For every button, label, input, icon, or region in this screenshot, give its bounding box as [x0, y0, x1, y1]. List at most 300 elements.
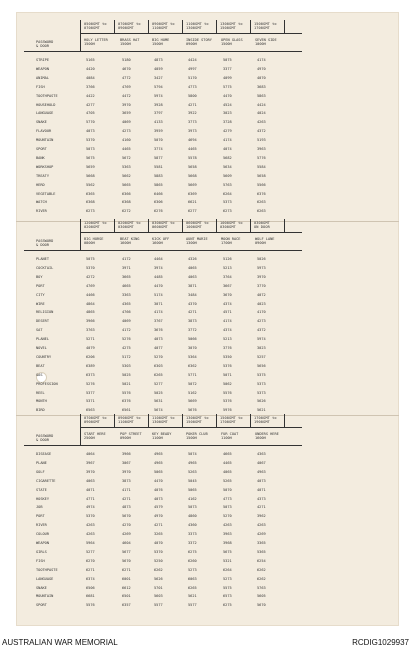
table-cell: 3963 [223, 532, 232, 537]
time-range-header: 1500GMT to 1700GMT [220, 416, 243, 425]
table-cell: 4997 [188, 66, 197, 71]
time-range-header: 1100GMT to 1300GMT [186, 22, 209, 31]
table-cell: 5770 [86, 120, 95, 125]
table-cell: 4067 [257, 460, 266, 465]
row-label: FLAVOUR [36, 129, 52, 134]
table-cell: 4174 [223, 138, 232, 143]
table-cell: 6389 [86, 363, 95, 368]
table-cell: 4071 [257, 487, 266, 492]
table-cell: 5763 [257, 585, 266, 590]
row-label: SNAKE [36, 120, 47, 125]
row-label: BIRD [36, 408, 45, 413]
table-cell: 5370 [86, 514, 95, 519]
table-cell: 6273 [86, 209, 95, 214]
password-column-header: BIG HORSE 0800H [84, 237, 104, 246]
time-range-header: 0600GMT to 1000GMT [186, 221, 209, 230]
table-cell: 5575 [223, 585, 232, 590]
password-column-header: BIG HOME 1500H [152, 38, 170, 47]
time-range-header: 0900GMT to 1100GMT [118, 416, 141, 425]
row-label: MOUNTAIN [36, 138, 54, 143]
table-cell: 5682 [223, 155, 232, 160]
table-cell: 5763 [223, 182, 232, 187]
table-cell: 4372 [257, 129, 266, 134]
table-cell: 4023 [257, 301, 266, 306]
table-cell: 4472 [122, 93, 131, 98]
table-cell: 6270 [86, 558, 95, 563]
table-cell: 6506 [86, 585, 95, 590]
table-cell: 4170 [257, 310, 266, 315]
table-cell: 5973 [257, 265, 266, 270]
table-cell: 3373 [188, 532, 197, 537]
table-cell: 3873 [122, 478, 131, 483]
table-cell: 5631 [154, 399, 163, 404]
table-cell: 5672 [122, 155, 131, 160]
table-cell: 6376 [122, 399, 131, 404]
table-cell: 5072 [188, 381, 197, 386]
password-column-header: HOLY LETTER 1500H [84, 38, 108, 47]
table-cell: 4271 [188, 310, 197, 315]
table-cell: 5170 [188, 75, 197, 80]
table-cell: 5045 [188, 478, 197, 483]
table-cell: 5303 [122, 363, 131, 368]
table-cell: 3968 [223, 541, 232, 545]
table-cell: 5576 [86, 603, 95, 608]
row-label: VEGETABLE [36, 191, 56, 196]
column-rule [182, 219, 183, 232]
table-cell: 4860 [188, 514, 197, 519]
table-cell: 5376 [223, 399, 232, 404]
table-cell: 4604 [122, 541, 131, 545]
table-cell: 4974 [86, 505, 95, 510]
table-cell: 4465 [223, 460, 232, 465]
table-cell: 4277 [86, 102, 95, 107]
table-cell: 3365 [257, 541, 266, 545]
time-range-header: 1200GMT to 0200GMT [84, 221, 107, 230]
table-cell: 5974 [154, 93, 163, 98]
table-cell: 5578 [188, 155, 197, 160]
table-cell: 6561 [122, 408, 131, 413]
table-cell: 5070 [154, 138, 163, 143]
table-cell: 3966 [86, 319, 95, 324]
row-label: TOOTHPASTE [36, 93, 58, 98]
password-column-header: UNDERS HERE 1600H [255, 432, 279, 441]
row-label: SNAKE [36, 585, 47, 590]
table-cell: 5162 [188, 390, 197, 395]
row-label: WIRE [36, 301, 45, 306]
table-cell: 4064 [86, 452, 95, 456]
table-cell: 4172 [122, 328, 131, 333]
time-range-header: 0900GMT to 1100GMT [152, 22, 175, 31]
table-cell: 5626 [257, 399, 266, 404]
table-cell: 5373 [257, 381, 266, 386]
table-cell: 4773 [223, 496, 232, 501]
row-label: WORKSHOP [36, 164, 54, 169]
table-cell: 6275 [223, 603, 232, 608]
row-label: TREATY [36, 173, 49, 178]
row-label: CIGARETTE [36, 478, 56, 483]
column-rule [284, 20, 285, 33]
table-cell: 5658 [188, 164, 197, 169]
table-cell: 4272 [86, 274, 95, 279]
table-cell: 5669 [188, 182, 197, 187]
header-rule [80, 427, 302, 428]
table-cell: 4063 [188, 274, 197, 279]
row-label: RIVER [36, 209, 47, 214]
table-cell: 5800 [188, 93, 197, 98]
table-cell: 4079 [86, 346, 95, 350]
table-cell: 5263 [188, 469, 197, 474]
table-cell: 5370 [86, 265, 95, 270]
column-rule [250, 414, 251, 427]
table-cell: 4263 [257, 523, 266, 528]
table-cell: 5668 [188, 173, 197, 178]
time-range-header: 0300GMT ON DOOR [254, 221, 270, 230]
table-cell: 4263 [257, 120, 266, 125]
table-cell: 5776 [257, 155, 266, 160]
row-label: MONTH [36, 399, 47, 404]
table-cell: 4485 [154, 274, 163, 279]
row-label: PLANEL [36, 337, 49, 342]
table-cell: 4766 [122, 310, 131, 315]
time-range-header: 1300GMT to 1500GMT [186, 416, 209, 425]
table-cell: 3683 [257, 84, 266, 89]
table-cell: 5373 [257, 390, 266, 395]
column-rule [250, 20, 251, 33]
table-cell: 6366 [122, 191, 131, 196]
table-cell: 5213 [223, 265, 232, 270]
table-cell: 3776 [223, 346, 232, 350]
table-cell: 5609 [223, 173, 232, 178]
table-cell: 4670 [122, 66, 131, 71]
table-cell: 4073 [86, 129, 95, 134]
row-label: GIRLS [36, 549, 47, 554]
table-cell: 5670 [122, 558, 131, 563]
table-cell: 5065 [188, 487, 197, 492]
table-cell: 5363 [122, 164, 131, 169]
header-rule [24, 51, 302, 52]
footer-archive-name: AUSTRALIAN WAR MEMORIAL [2, 638, 118, 647]
time-range-header: 1700GMT to 1900GMT [254, 416, 277, 425]
table-cell: 4326 [188, 257, 197, 261]
table-cell: 5976 [223, 408, 232, 413]
column-rule [182, 20, 183, 33]
table-cell: 4065 [188, 265, 197, 270]
table-cell: 6306 [154, 200, 163, 205]
table-cell: 4772 [122, 75, 131, 80]
table-cell: 5370 [154, 549, 163, 554]
table-cell: 4865 [86, 310, 95, 315]
table-cell: 3023 [223, 111, 232, 116]
table-cell: 4470 [223, 93, 232, 98]
table-cell: 5026 [257, 257, 266, 261]
row-label: TOOTHPASTE [36, 567, 58, 572]
table-cell: 4160 [122, 138, 131, 143]
password-column-header: AUNT MARIE 1300H [186, 237, 208, 246]
table-cell: 6368 [86, 200, 95, 205]
column-rule [80, 20, 81, 51]
table-cell: 6262 [154, 567, 163, 572]
table-cell: 6277 [188, 209, 197, 214]
table-cell: 4665 [122, 283, 131, 288]
row-label: DISEASE [36, 452, 52, 456]
table-cell: 3922 [188, 111, 197, 116]
row-label: REEL [36, 390, 45, 395]
row-label: SAT [36, 328, 43, 333]
table-cell: 5270 [223, 514, 232, 519]
table-cell: 5577 [154, 603, 163, 608]
table-cell: 6265 [188, 585, 197, 590]
table-cell: 4077 [154, 346, 163, 350]
time-range-header: 0500GMT to 0700GMT [84, 22, 107, 31]
table-cell: 4970 [154, 514, 163, 519]
table-cell: 5603 [154, 594, 163, 599]
table-cell: 3871 [188, 283, 197, 288]
table-cell: 3670 [223, 292, 232, 297]
table-cell: 4174 [223, 319, 232, 324]
table-cell: 4370 [188, 301, 197, 306]
table-cell: 6573 [223, 594, 232, 599]
table-cell: 5605 [257, 594, 266, 599]
table-cell: 4372 [257, 328, 266, 333]
table-cell: 5662 [122, 173, 131, 178]
table-cell: 4424 [188, 58, 197, 62]
table-cell: 3772 [188, 328, 197, 333]
table-cell: 4769 [122, 84, 131, 89]
table-cell: 3967 [86, 460, 95, 465]
table-cell: 5193 [257, 138, 266, 143]
table-cell: 4524 [223, 102, 232, 107]
table-cell: 4873 [154, 58, 163, 62]
table-cell: 4174 [257, 58, 266, 62]
password-column-header: BEAT KING 1600H [120, 237, 140, 246]
table-cell: 5073 [86, 147, 95, 151]
table-cell: 4172 [122, 257, 131, 261]
table-cell: 4465 [188, 147, 197, 151]
column-rule [284, 414, 285, 427]
table-cell: 5865 [154, 182, 163, 187]
table-cell: 4864 [86, 301, 95, 306]
table-cell: 3665 [122, 274, 131, 279]
table-cell: 6275 [188, 549, 197, 554]
table-cell: 5677 [122, 549, 131, 554]
table-cell: 6262 [257, 576, 266, 581]
table-cell: 3963 [257, 147, 266, 151]
table-cell: 4270 [122, 523, 131, 528]
table-cell: 3974 [154, 265, 163, 270]
table-cell: 3962 [257, 514, 266, 519]
table-cell: 5675 [223, 549, 232, 554]
table-cell: 4069 [122, 319, 131, 324]
table-cell: 5376 [223, 363, 232, 368]
table-cell: 6563 [86, 408, 95, 413]
table-cell: 4269 [257, 532, 266, 537]
table-cell: 5675 [86, 155, 95, 160]
header-rule [24, 445, 302, 446]
table-cell: 3971 [122, 265, 131, 270]
column-rule [114, 219, 115, 232]
table-cell: 5566 [257, 182, 266, 187]
row-label: CITY [36, 292, 45, 297]
table-cell: 5065 [154, 469, 163, 474]
table-cell: 5670 [257, 603, 266, 608]
column-rule [80, 219, 81, 250]
table-cell: 5670 [122, 514, 131, 519]
table-cell: 5250 [154, 558, 163, 563]
table-cell: 4271 [257, 505, 266, 510]
table-cell: 3071 [154, 301, 163, 306]
table-cell: 4263 [86, 532, 95, 537]
time-range-header: 1300GMT to 1500GMT [220, 22, 243, 31]
table-cell: 4420 [86, 66, 95, 71]
table-cell: 3770 [257, 283, 266, 288]
table-cell: 5165 [86, 58, 95, 62]
table-cell: 3764 [223, 274, 232, 279]
table-cell: 6001 [122, 576, 131, 581]
table-cell: 4074 [223, 147, 232, 151]
table-cell: 6621 [188, 200, 197, 205]
table-cell: 6365 [86, 191, 95, 196]
table-cell: 5621 [257, 408, 266, 413]
table-cell: 5863 [257, 93, 266, 98]
table-cell: 5658 [257, 173, 266, 178]
row-label: PROFESSION [36, 381, 58, 386]
table-cell: 4963 [257, 469, 266, 474]
table-cell: 4269 [122, 532, 131, 537]
table-cell: 5025 [154, 390, 163, 395]
table-cell: 4360 [188, 523, 197, 528]
row-label: ANIMAL [36, 75, 49, 80]
column-rule [114, 20, 115, 33]
table-cell: 5370 [86, 138, 95, 143]
table-cell: 5964 [86, 541, 95, 545]
row-label: NOVEL [36, 346, 47, 350]
table-cell: 4174 [154, 310, 163, 315]
row-label: JOB [36, 505, 43, 510]
password-column-header: KEY BEADY 1100H [152, 432, 172, 441]
table-cell: 6466 [154, 191, 163, 196]
row-label: GAS [36, 372, 43, 377]
table-cell: 5270 [154, 354, 163, 359]
table-cell: 4965 [154, 460, 163, 465]
table-cell: 6681 [86, 594, 95, 599]
table-cell: 5576 [223, 390, 232, 395]
table-cell: 4171 [122, 487, 131, 492]
table-cell: 3973 [188, 129, 197, 134]
table-cell: 5257 [257, 354, 266, 359]
row-label: BOY [36, 274, 43, 279]
column-rule [284, 219, 285, 232]
table-cell: 4279 [223, 129, 232, 134]
table-cell: 3970 [122, 469, 131, 474]
password-door-header: PASSWORD & DOOR [36, 40, 54, 49]
table-cell: 4965 [188, 460, 197, 465]
table-cell: 5025 [122, 372, 131, 377]
table-cell: 5213 [223, 337, 232, 342]
table-cell: 4070 [154, 541, 163, 545]
table-cell: 4373 [257, 496, 266, 501]
row-label: STATE [36, 487, 47, 492]
table-cell: 5364 [188, 354, 197, 359]
table-cell: 5062 [223, 381, 232, 386]
row-label: WATCH [36, 200, 47, 205]
table-cell: 6501 [122, 594, 131, 599]
table-cell: 5621 [188, 594, 197, 599]
table-cell: 6254 [257, 558, 266, 563]
table-cell: 5180 [122, 58, 131, 62]
table-cell: 4665 [223, 452, 232, 456]
table-cell: 5665 [122, 182, 131, 187]
row-label: SPORT [36, 147, 47, 151]
table-cell: 6271 [122, 567, 131, 572]
table-cell: 6368 [122, 200, 131, 205]
row-label: PLANET [36, 257, 49, 261]
table-cell: 3023 [257, 346, 266, 350]
header-rule [24, 250, 302, 251]
header-rule [80, 232, 302, 233]
table-cell: 6262 [257, 567, 266, 572]
row-label: PORT [36, 514, 45, 519]
table-cell: 3427 [154, 75, 163, 80]
table-cell: 4771 [86, 496, 95, 501]
table-cell: 3363 [122, 292, 131, 297]
row-label: COLOUR [36, 532, 49, 537]
column-rule [148, 219, 149, 232]
time-range-header: 1500GMT to 1700GMT [254, 22, 277, 31]
row-label: HOUSEHOLD [36, 102, 56, 107]
table-cell: 5075 [223, 58, 232, 62]
table-cell: 6264 [223, 567, 232, 572]
table-cell: 4769 [86, 283, 95, 288]
password-column-header: POKER CLUB 1500H [186, 432, 208, 441]
table-cell: 4273 [122, 129, 131, 134]
table-cell: 3265 [154, 532, 163, 537]
table-cell: 5634 [223, 164, 232, 169]
table-cell: 5075 [86, 257, 95, 261]
table-cell: 5771 [188, 372, 197, 377]
table-cell: 6273 [223, 209, 232, 214]
table-cell: 5277 [154, 381, 163, 386]
table-cell: 5021 [122, 381, 131, 386]
table-cell: 4076 [154, 487, 163, 492]
table-cell: 4365 [122, 301, 131, 306]
table-cell: 6369 [188, 191, 197, 196]
row-label: RIVER [36, 523, 47, 528]
table-cell: 5883 [154, 173, 163, 178]
table-cell: 3873 [188, 319, 197, 324]
table-cell: 5371 [86, 399, 95, 404]
table-cell: 4073 [154, 496, 163, 501]
table-cell: 6206 [86, 354, 95, 359]
password-column-header: INSIDE STORY 0900H [186, 38, 212, 47]
table-cell: 4084 [86, 75, 95, 80]
table-cell: 5701 [154, 585, 163, 590]
row-label: RELIGION [36, 310, 54, 315]
table-cell: 3728 [223, 120, 232, 125]
table-cell: 6063 [188, 576, 197, 581]
table-cell: 4705 [86, 111, 95, 116]
row-label: FISH [36, 558, 45, 563]
row-label: GOLF [36, 469, 45, 474]
table-cell: 5073 [188, 505, 197, 510]
table-cell: 5273 [188, 567, 197, 572]
time-range-header: 0700GMT to 0900GMT [84, 416, 107, 425]
table-cell: 4571 [223, 310, 232, 315]
row-label: HOSKEY [36, 496, 49, 501]
table-cell: 5375 [257, 372, 266, 377]
password-column-header: MOON RACE 1700H [221, 237, 241, 246]
table-cell: 3484 [188, 292, 197, 297]
row-label: PORT [36, 283, 45, 288]
